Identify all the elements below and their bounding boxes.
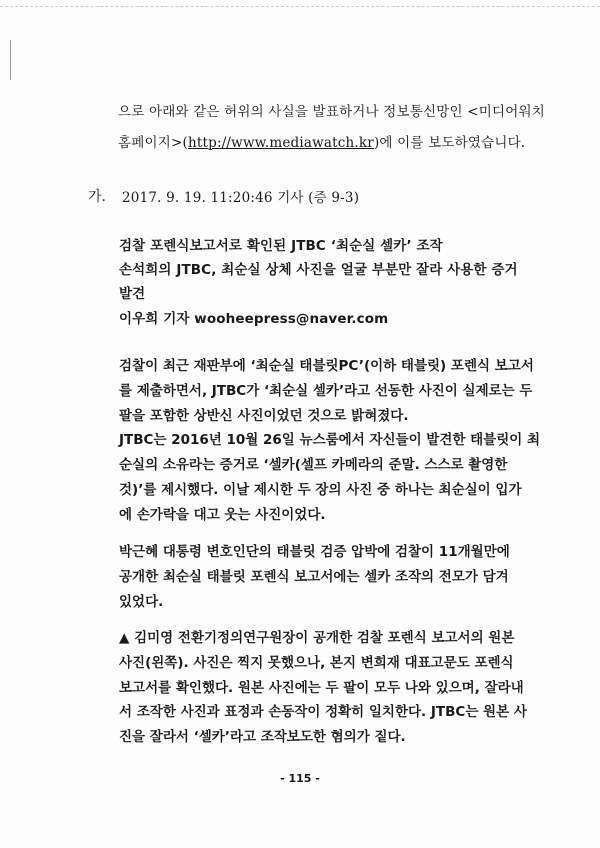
paragraph-1 — [119, 354, 541, 528]
paragraph-line: 팔을 포함한 상반신 사진이었던 것으로 밝혀졌다. — [119, 407, 409, 424]
mediawatch-link[interactable]: http://www.mediawatch.kr — [187, 135, 374, 151]
paragraph-line: 를 제출하면서, JTBC가 ‘최순실 셀카’라고 선동한 사진이 실제로는 두 — [119, 382, 533, 399]
paragraph-line: 있었다. — [119, 593, 164, 610]
article-title-line-1: 검찰 포렌식보고서로 확인된 JTBC ‘최순실 셀카’ 조작 — [119, 238, 443, 254]
intro-line-1: 으로 아래와 같은 허위의 사실을 발표하거나 정보통신망인 <미디어워치 — [118, 104, 545, 120]
article-title-line-2: 손석희의 JTBC, 최순실 상체 사진을 얼굴 부분만 잘라 사용한 증거 — [119, 262, 518, 278]
article-byline: 이우희 기자 wooheepress@naver.com — [119, 311, 389, 327]
paragraph-line: JTBC는 2016년 10월 26일 뉴스룸에서 자신들이 발견한 태블릿이 최 — [119, 432, 541, 449]
intro-line-2-prefix: 홈페이지>( — [118, 135, 188, 151]
paragraph-line: 에 손가락을 대고 웃는 사진이었다. — [119, 506, 326, 523]
paragraph-line: 사진(왼쪽). 사진은 찍지 못했으나, 본지 변희재 대표고문도 포렌식 — [119, 654, 514, 671]
paragraph-line: 보고서를 확인했다. 원본 사진에는 두 팔이 모두 나와 있으며, 잘라내 — [119, 679, 524, 696]
paragraph-line: 검찰이 최근 재판부에 ‘최순실 태블릿PC’(이하 태블릿) 포렌식 보고서 — [119, 358, 534, 374]
intro-line-2 — [118, 131, 525, 151]
page-number: - 115 - — [280, 772, 320, 785]
item-marker: 가. — [88, 189, 106, 205]
paragraph-line: 박근혜 대통령 변호인단의 태블릿 검증 압박에 검찰이 11개월만에 — [119, 544, 510, 560]
scan-edge-line — [0, 6, 600, 7]
scan-margin-mark — [10, 40, 11, 80]
paragraph-line: 서 조작한 사진과 표정과 손동작이 정확히 일치한다. JTBC는 원본 사 — [119, 704, 527, 721]
paragraph-line: ▲ 김미영 전환기정의연구원장이 공개한 검찰 포렌식 보고서의 원본 — [119, 630, 515, 646]
article-title-line-3: 발견 — [119, 286, 146, 302]
intro-line-2-suffix: )에 이를 보도하였습니다. — [373, 135, 526, 151]
paragraph-line: 순실의 소유라는 증거로 ‘셀카(셀프 카메라의 준말. 스스로 촬영한 — [119, 457, 508, 474]
paragraph-line: 것)’를 제시했다. 이날 제시한 두 장의 사진 중 하나는 최순실이 입가 — [119, 481, 522, 498]
article-header: 2017. 9. 19. 11:20:46 기사 (증 9-3) — [122, 190, 360, 206]
paragraph-3 — [119, 626, 527, 750]
paragraph-line: 진을 잘라서 ‘셀카’라고 조작보도한 혐의가 짙다. — [119, 729, 406, 746]
paragraph-line: 공개한 최순실 태블릿 포렌식 보고서에는 셀카 조작의 전모가 담겨 — [119, 568, 509, 585]
paragraph-2 — [119, 540, 519, 614]
